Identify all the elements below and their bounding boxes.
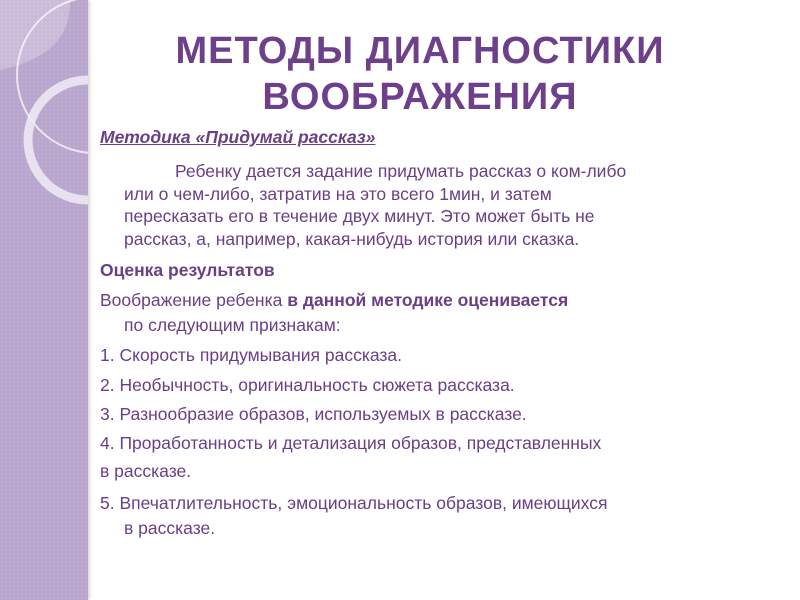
- method-heading: Методика «Придумай рассказ»: [100, 127, 376, 147]
- intro-line: [100, 289, 568, 311]
- results-heading: Оценка результатов: [100, 260, 275, 280]
- description-line: пересказать его в течение двух минут. Это может быть не: [124, 206, 595, 226]
- description-line: Ребенку дается задание придумать рассказ о ком-либо: [175, 161, 627, 181]
- criterion-item: 2. Необычность, оригинальность сюжета рассказа.: [100, 375, 515, 395]
- intro-continuation: по следующим признакам:: [124, 315, 341, 335]
- decorative-sidebar: [0, 0, 88, 600]
- criterion-item-continuation: в рассказе.: [124, 518, 216, 538]
- decorative-circles-icon: [0, 0, 88, 600]
- criterion-item-continuation: в рассказе.: [100, 461, 192, 481]
- criterion-item: 4. Проработанность и детализация образов, представленных: [100, 433, 602, 453]
- criterion-item: 1. Скорость придумывания рассказа.: [100, 345, 403, 365]
- description-line: или о чем-либо, затратив на это всего 1мин, и затем: [124, 184, 552, 204]
- intro-bold: в данной методике оценивается: [287, 290, 569, 310]
- description-line: рассказ, а, например, какая-нибудь история или сказка.: [124, 229, 580, 249]
- intro-plain: Воображение ребенка: [100, 290, 288, 310]
- slide-title-line-1: МЕТОДЫ ДИАГНОСТИКИ: [175, 30, 665, 72]
- slide-title-line-2: ВООБРАЖЕНИЯ: [262, 76, 578, 118]
- criterion-item: 5. Впечатлительность, эмоциональность образов, имеющихся: [100, 493, 608, 513]
- criterion-item: 3. Разнообразие образов, используемых в рассказе.: [100, 404, 527, 424]
